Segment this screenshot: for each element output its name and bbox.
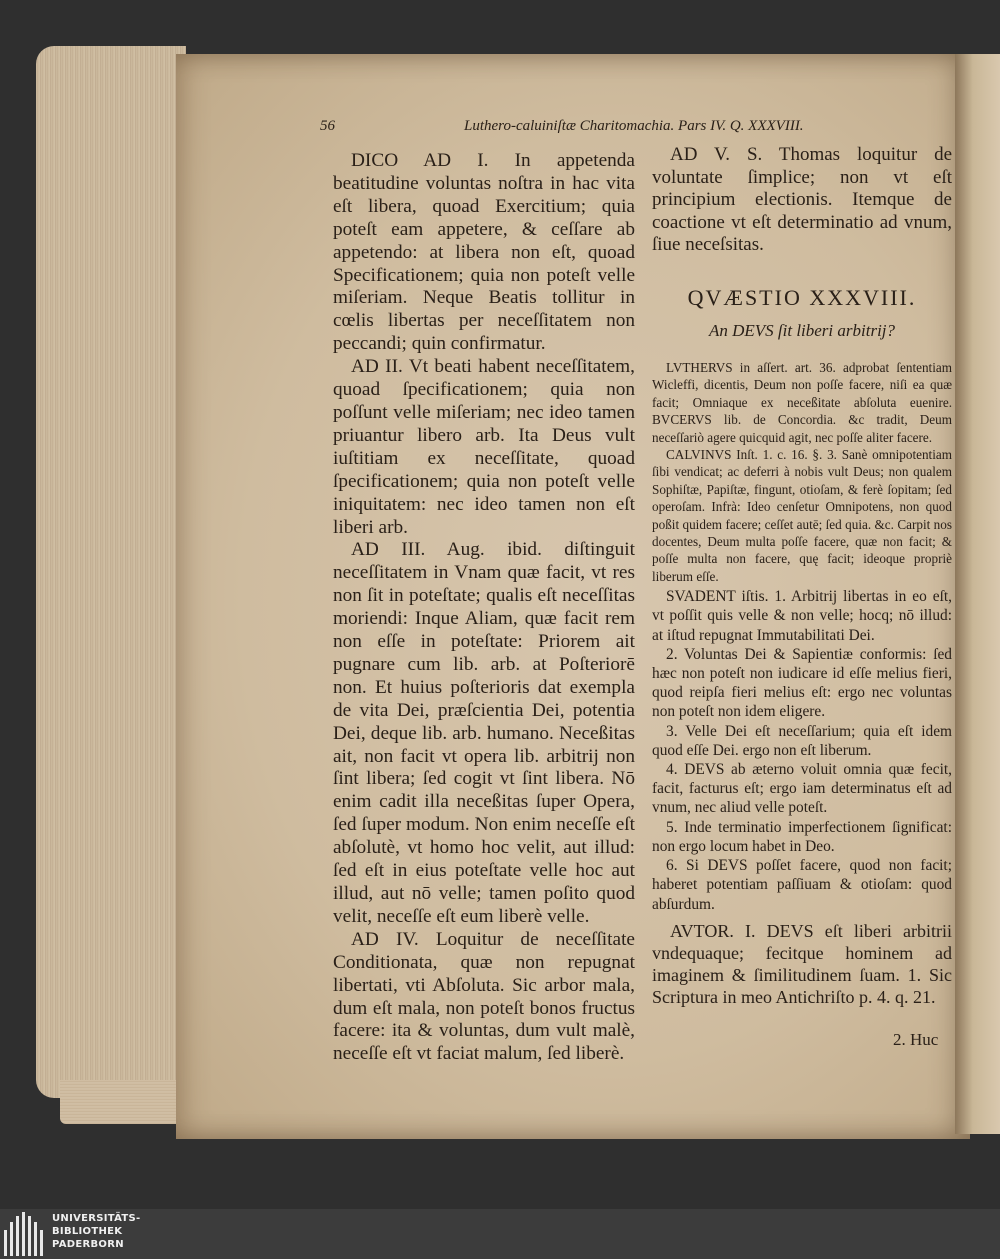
paragraph-calvinus: CALVINVS Inſt. 1. c. 16. §. 3. Sanè omnipotentiam ſibi vendicat; ac deferri à nobis vult Deus; non qualem Sophiſtæ, Papiſtæ, fingunt, otioſam, & ferè ſopitam; ſed operoſam. Infrà: Ideo cenſetur Omnipotens, non quod poßit quidem facere; ceſſet autē; ſed quia. &c. Carpit nos docentes, Deum multa poſſe facere, quæ non facit; & poſſe multa non facere, quę facit; ideoque propriè liberum eſſe. (652, 447, 952, 584)
running-head: Luthero-caluiniſtæ Charitomachia. Pars IV. Q. XXXVIII. (464, 118, 804, 134)
footer-bar (0, 1209, 1000, 1259)
book-gutter (955, 54, 1000, 1134)
question-subtitle: An DEVS ſit liberi arbitrij? (708, 320, 896, 340)
argument-item: 4. DEVS ab æterno voluit omnia quæ fecit, facit, facturus eſt; ergo iam determinatus eſt ad vnum, nec aliud velle poteſt. (652, 761, 952, 817)
paragraph-ad-iv: AD IV. Loquitur de neceſſitate Conditionata, quæ non repugnat libertati, vti Abſoluta. Sic arbor mala, dum eſt mala, non poteſt bonos fructus facere: ita & voluntas, dum vult malè, neceſſe eſt vt faciat malum, ſed liberè. (333, 928, 635, 1065)
opponents-block (652, 359, 952, 585)
paragraph-autor: AVTOR. I. DEVS eſt liberi arbitrii vndequaque; fecitque hominem ad imaginem & ſimilitudinem ſuam. 1. Sic Scriptura in meo Antichriſto p. 4. q. 21. (652, 920, 952, 1007)
page-edges (36, 46, 186, 1098)
paragraph-ad-iii: AD III. Aug. ibid. diſtinguit neceſſitatem in Vnam quæ facit, vt res non ſit in poteſtate; qualis eſt neceſſitas moriendi: Inque Aliam, quæ facit rem non eſſe in poteſtate: Priorem ait pugnare cum lib. arb. at Poſteriorē non. Et huius poſterioris dat exempla de vita Dei, præſcientia Dei, potentia Dei, deque lib. arb. humano. Neceßitas ait, non facit vt opera lib. arbitrij non ſint libera; ſed cogit vt ſint libera. Nō enim cadit illa neceßitas ſuper Opera, ſed ſuper modum. Non enim neceſſe eſt abſolutè, vt homo hoc velit, aut illud: ſed eſt in eius poteſtate velle hoc aut illud, aut nō velle; tamen poſito quod velit, neceſſe eſt eum liberè velle. (333, 539, 635, 927)
paragraph-ad-ii: AD II. Vt beati habent neceſſitatem, quoad ſpecificationem; quia non poſſunt velle miſeriam; nec ideo tamen priuantur libero arb. Ita Deus vult iuſtitiam ex neceſſitate, quoad ſpecificationem; quia non poteſt velle iniquitatem: nec ideo tamen non eſt liberi arb. (333, 356, 635, 538)
library-name (52, 1212, 141, 1251)
paragraph-lutherus: LVTHERVS in aſſert. art. 36. adprobat ſententiam Wicleffi, dicentis, Deum non poſſe facere, niſi ea quæ facit; Omniaque ex neceßitate abſoluta euenire. BVCERVS lib. de Concordia. &c tradit, Deum neceſſariò agere quicquid agit, nec poſſe aliter facere. (652, 359, 952, 445)
arguments-block (652, 587, 952, 913)
page-number: 56 (320, 118, 335, 134)
question-title: QVÆSTIO XXXVIII. (687, 284, 917, 310)
page-header (320, 118, 820, 140)
library-name-line: PADERBORN (52, 1239, 124, 1250)
catchword: 2. Huc (893, 1030, 939, 1049)
argument-item: 2. Voluntas Dei & Sapientiæ conformis: ſed hæc non poteſt non iudicare id eſſe melius fieri, quod reipſa fieri melius eſt: ergo nec voluntas non poteſt non idem eligere. (652, 645, 952, 721)
paragraph-ad-i: DICO AD I. In appetenda beatitudine voluntas noſtra in hac vita eſt libera, quoad Exercitium; quia poteſt eam appetere, & ceſſare ab appetendo: at libera non eſt, quoad Specificationem; quia non poteſt velle miſeriam. Neque Beatis tollitur in cœlis libertas per neceſſitatem non peccandi; quin confirmatur. (333, 150, 635, 355)
argument-item: 3. Velle Dei eſt neceſſarium; quia eſt idem quod eſſe Dei. ergo non eſt liberum. (652, 722, 952, 759)
library-name-line: BIBLIOTHEK (52, 1226, 123, 1237)
library-name-line: UNIVERSITÄTS- (52, 1213, 141, 1224)
left-column (333, 150, 635, 1065)
argument-item: 5. Inde terminatio imperfectionem ſignificat: non ergo locum habet in Deo. (652, 818, 952, 855)
paragraph-ad-v: AD V. S. Thomas loquitur de voluntate ſimplice; non vt eſt principium electionis. Itemque de coactione vt eſt determinatio ad vnum, ſiue neceſsitas. (652, 144, 952, 256)
library-logo-icon (4, 1212, 44, 1256)
right-column (652, 144, 952, 1044)
argument-item: 6. Si DEVS poſſet facere, quod non facit; haberet potentiam paſſiuam & otioſam: quod abſurdum. (652, 857, 952, 913)
argument-item: SVADENT iſtis. 1. Arbitrij libertas in eo eſt, vt poſſit quis velle & non velle; hocq; nō illud: at iſtud repugnat Immutabilitati Dei. (652, 588, 952, 644)
